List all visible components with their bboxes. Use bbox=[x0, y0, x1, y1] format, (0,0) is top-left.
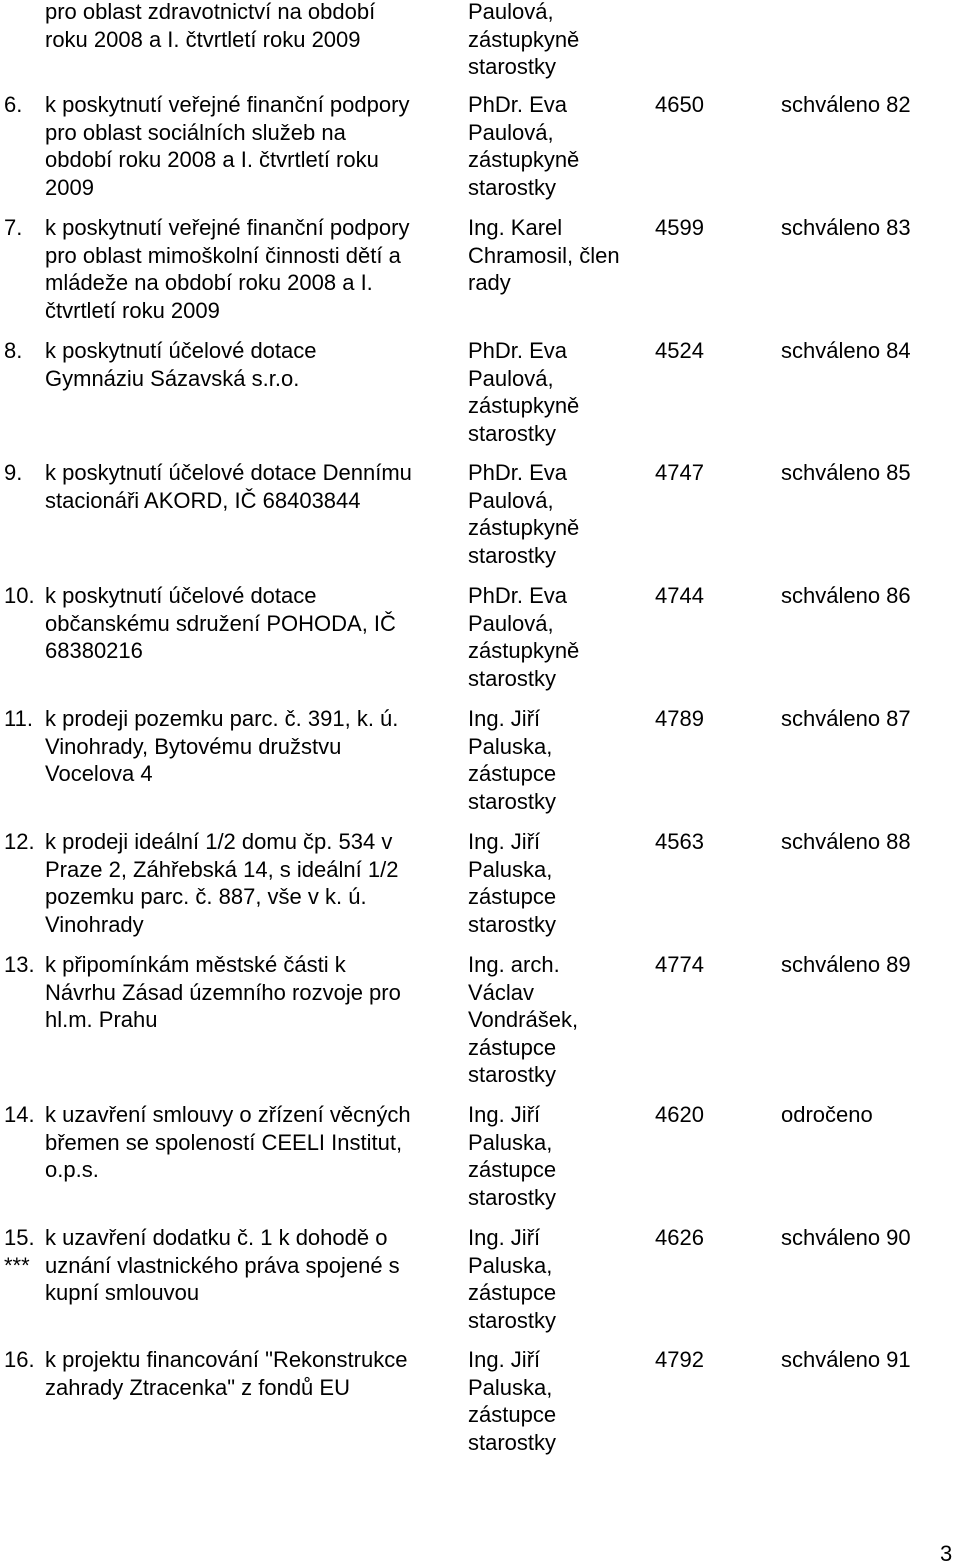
document-number: 4524 bbox=[655, 338, 704, 363]
subject-line: k připomínkám městské části k bbox=[45, 952, 346, 977]
agenda-subject bbox=[45, 1101, 457, 1184]
presenter-line: Paulová, bbox=[468, 487, 554, 513]
agenda-presenter bbox=[468, 1101, 653, 1211]
presenter-line: Ing. Jiří bbox=[468, 1347, 541, 1372]
presenter-line: zástupce bbox=[468, 1034, 557, 1060]
agenda-item-number: 7. bbox=[4, 215, 23, 240]
presenter-line: Paulová, bbox=[468, 119, 554, 145]
presenter-line: zástupce bbox=[468, 1157, 557, 1182]
document-number: 4563 bbox=[655, 829, 704, 854]
presenter-line: Ing. Jiří bbox=[468, 706, 541, 731]
presenter-line: Paluska, bbox=[468, 856, 553, 882]
agenda-presenter bbox=[468, 951, 653, 1089]
presenter-line: zástupkyně bbox=[468, 515, 580, 540]
agenda-presenter bbox=[468, 828, 653, 938]
resolution-result: schváleno 87 bbox=[781, 706, 911, 731]
agenda-number-text: 15. bbox=[4, 1225, 35, 1250]
subject-line: k poskytnutí veřejné finanční podpory bbox=[45, 92, 410, 117]
presenter-line: Vondrášek, bbox=[468, 1007, 579, 1032]
presenter-line: Paluska, bbox=[468, 1252, 553, 1278]
agenda-subject bbox=[45, 214, 457, 324]
presenter-line: Ing. Jiří bbox=[468, 1225, 541, 1250]
agenda-item-number: 11. bbox=[4, 706, 33, 731]
presenter-line: zástupkyně bbox=[468, 393, 580, 418]
resolution-result: schváleno 83 bbox=[781, 215, 911, 240]
agenda-item-number bbox=[4, 1224, 46, 1279]
agenda-subject bbox=[45, 951, 457, 1034]
agenda-row bbox=[0, 705, 960, 845]
resolution-result: schváleno 82 bbox=[781, 92, 911, 117]
subject-line: zahrady Ztracenka" z fondů EU bbox=[45, 1374, 350, 1400]
presenter-line: starostky bbox=[468, 54, 557, 79]
subject-line: uznání vlastnického práva spojené s bbox=[45, 1252, 400, 1278]
presenter-line: Ing. arch. bbox=[468, 952, 560, 977]
agenda-subject bbox=[45, 1346, 457, 1401]
agenda-presenter bbox=[468, 459, 653, 569]
presenter-line: Paluska, bbox=[468, 1129, 553, 1155]
subject-line: k prodeji ideální 1/2 domu čp. 534 v bbox=[45, 829, 393, 854]
agenda-row bbox=[0, 582, 960, 722]
agenda-row bbox=[0, 1101, 960, 1241]
agenda-row bbox=[0, 459, 960, 599]
subject-line: k uzavření dodatku č. 1 k dohodě o bbox=[45, 1225, 388, 1250]
resolution-result: schváleno 90 bbox=[781, 1225, 911, 1250]
agenda-subject bbox=[45, 0, 457, 53]
subject-line: Vocelova 4 bbox=[45, 761, 153, 786]
subject-line: Návrhu Zásad územního rozvoje pro bbox=[45, 979, 401, 1005]
subject-line: pozemku parc. č. 887, vše v k. ú. bbox=[45, 884, 367, 909]
presenter-line: starostky bbox=[468, 1307, 557, 1333]
presenter-line: starostky bbox=[468, 911, 557, 937]
subject-line: k prodeji pozemku parc. č. 391, k. ú. bbox=[45, 706, 399, 731]
subject-line: k projektu financování "Rekonstrukce bbox=[45, 1347, 408, 1372]
document-number: 4599 bbox=[655, 215, 704, 240]
agenda-number-mark: *** bbox=[4, 1252, 30, 1278]
document-number: 4744 bbox=[655, 583, 704, 608]
agenda-row bbox=[0, 1224, 960, 1364]
subject-line: kupní smlouvou bbox=[45, 1280, 200, 1305]
resolution-result: schváleno 85 bbox=[781, 460, 911, 485]
presenter-line: zástupce bbox=[468, 1402, 557, 1427]
subject-line: stacionáři AKORD, IČ 68403844 bbox=[45, 487, 361, 513]
presenter-line: Paulová, bbox=[468, 610, 554, 636]
agenda-presenter bbox=[468, 1346, 653, 1456]
presenter-line: zástupce bbox=[468, 1280, 557, 1305]
presenter-line: Paluska, bbox=[468, 1374, 553, 1400]
subject-line: k uzavření smlouvy o zřízení věcných bbox=[45, 1102, 411, 1127]
subject-line: mládeže na období roku 2008 a I. bbox=[45, 270, 373, 295]
agenda-item-number: 12. bbox=[4, 829, 35, 854]
agenda-subject bbox=[45, 582, 457, 665]
agenda-presenter bbox=[468, 0, 653, 81]
presenter-line: Ing. Karel bbox=[468, 215, 563, 240]
subject-line: 68380216 bbox=[45, 638, 143, 663]
subject-line: k poskytnutí účelové dotace Dennímu bbox=[45, 460, 412, 485]
agenda-item-number: 13. bbox=[4, 952, 35, 977]
document-number: 4626 bbox=[655, 1225, 704, 1250]
agenda-item-number: 10. bbox=[4, 583, 35, 608]
presenter-line: starostky bbox=[468, 788, 557, 814]
presenter-line: zástupce bbox=[468, 761, 557, 786]
agenda-subject bbox=[45, 337, 457, 392]
subject-line: Gymnáziu Sázavská s.r.o. bbox=[45, 365, 300, 391]
presenter-line: Paluska, bbox=[468, 733, 553, 759]
agenda-item-number: 6. bbox=[4, 92, 23, 117]
agenda-item-number: 14. bbox=[4, 1102, 35, 1127]
agenda-row bbox=[0, 337, 960, 477]
document-number: 4774 bbox=[655, 952, 704, 977]
subject-line: Vinohrady, Bytovému družstvu bbox=[45, 733, 342, 759]
agenda-row bbox=[0, 951, 960, 1091]
resolution-result: schváleno 84 bbox=[781, 338, 911, 363]
agenda-presenter bbox=[468, 1224, 653, 1334]
presenter-line: starostky bbox=[468, 174, 557, 200]
presenter-line: PhDr. Eva bbox=[468, 460, 568, 485]
subject-line: Vinohrady bbox=[45, 911, 144, 937]
presenter-line: zástupce bbox=[468, 884, 557, 909]
subject-line: 2009 bbox=[45, 174, 94, 200]
presenter-line: rady bbox=[468, 270, 511, 295]
subject-line: pro oblast sociálních služeb na bbox=[45, 119, 346, 145]
agenda-subject bbox=[45, 1224, 457, 1307]
presenter-line: PhDr. Eva bbox=[468, 338, 568, 363]
subject-line: hl.m. Prahu bbox=[45, 1007, 158, 1032]
presenter-line: zástupkyně bbox=[468, 26, 580, 52]
presenter-line: starostky bbox=[468, 1184, 557, 1210]
document-number: 4747 bbox=[655, 460, 704, 485]
subject-line: občanskému sdružení POHODA, IČ bbox=[45, 610, 396, 636]
presenter-line: PhDr. Eva bbox=[468, 92, 568, 117]
subject-line: pro oblast zdravotnictví na období bbox=[45, 0, 376, 24]
subject-line: k poskytnutí účelové dotace bbox=[45, 583, 317, 608]
agenda-presenter bbox=[468, 705, 653, 815]
agenda-presenter bbox=[468, 91, 653, 201]
agenda-row bbox=[0, 828, 960, 968]
presenter-line: starostky bbox=[468, 542, 557, 568]
presenter-line: starostky bbox=[468, 420, 557, 446]
agenda-subject bbox=[45, 828, 457, 938]
subject-line: období roku 2008 a I. čtvrtletí roku bbox=[45, 147, 379, 172]
presenter-line: starostky bbox=[468, 1062, 557, 1087]
presenter-line: Ing. Jiří bbox=[468, 829, 541, 854]
resolution-result: schváleno 88 bbox=[781, 829, 911, 854]
presenter-line: Ing. Jiří bbox=[468, 1102, 541, 1127]
presenter-line: PhDr. Eva bbox=[468, 583, 568, 608]
subject-line: roku 2008 a I. čtvrtletí roku 2009 bbox=[45, 26, 361, 52]
subject-line: břemen se spoleností CEELI Institut, bbox=[45, 1129, 403, 1155]
agenda-item-number: 16. bbox=[4, 1347, 35, 1372]
agenda-row bbox=[0, 1346, 960, 1486]
subject-line: čtvrtletí roku 2009 bbox=[45, 297, 220, 323]
presenter-line: starostky bbox=[468, 1429, 557, 1455]
agenda-subject bbox=[45, 91, 457, 201]
resolution-result: odročeno bbox=[781, 1102, 873, 1127]
subject-line: o.p.s. bbox=[45, 1157, 99, 1182]
presenter-line: zástupkyně bbox=[468, 638, 580, 663]
agenda-subject bbox=[45, 459, 457, 514]
document-number: 4792 bbox=[655, 1347, 704, 1372]
subject-line: Praze 2, Záhřebská 14, s ideální 1/2 bbox=[45, 856, 399, 882]
agenda-row bbox=[0, 91, 960, 231]
agenda-presenter bbox=[468, 582, 653, 692]
page-number: 3 bbox=[940, 1541, 953, 1566]
presenter-line: zástupkyně bbox=[468, 147, 580, 172]
document-number: 4620 bbox=[655, 1102, 704, 1127]
presenter-line: Chramosil, člen bbox=[468, 242, 620, 268]
resolution-result: schváleno 91 bbox=[781, 1347, 911, 1372]
subject-line: k poskytnutí veřejné finanční podpory bbox=[45, 215, 410, 240]
agenda-subject bbox=[45, 705, 457, 788]
agenda-row bbox=[0, 214, 960, 354]
subject-line: k poskytnutí účelové dotace bbox=[45, 338, 317, 363]
document-number: 4650 bbox=[655, 92, 704, 117]
resolution-result: schváleno 89 bbox=[781, 952, 911, 977]
subject-line: pro oblast mimoškolní činnosti dětí a bbox=[45, 242, 401, 268]
agenda-item-number: 9. bbox=[4, 460, 23, 485]
presenter-line: Václav bbox=[468, 979, 535, 1005]
presenter-line: Paulová, bbox=[468, 365, 554, 391]
agenda-presenter bbox=[468, 214, 653, 297]
document-number: 4789 bbox=[655, 706, 704, 731]
agenda-presenter bbox=[468, 337, 653, 447]
agenda-item-number: 8. bbox=[4, 338, 23, 363]
resolution-result: schváleno 86 bbox=[781, 583, 911, 608]
presenter-line: starostky bbox=[468, 665, 557, 691]
presenter-line: Paulová, bbox=[468, 0, 554, 24]
